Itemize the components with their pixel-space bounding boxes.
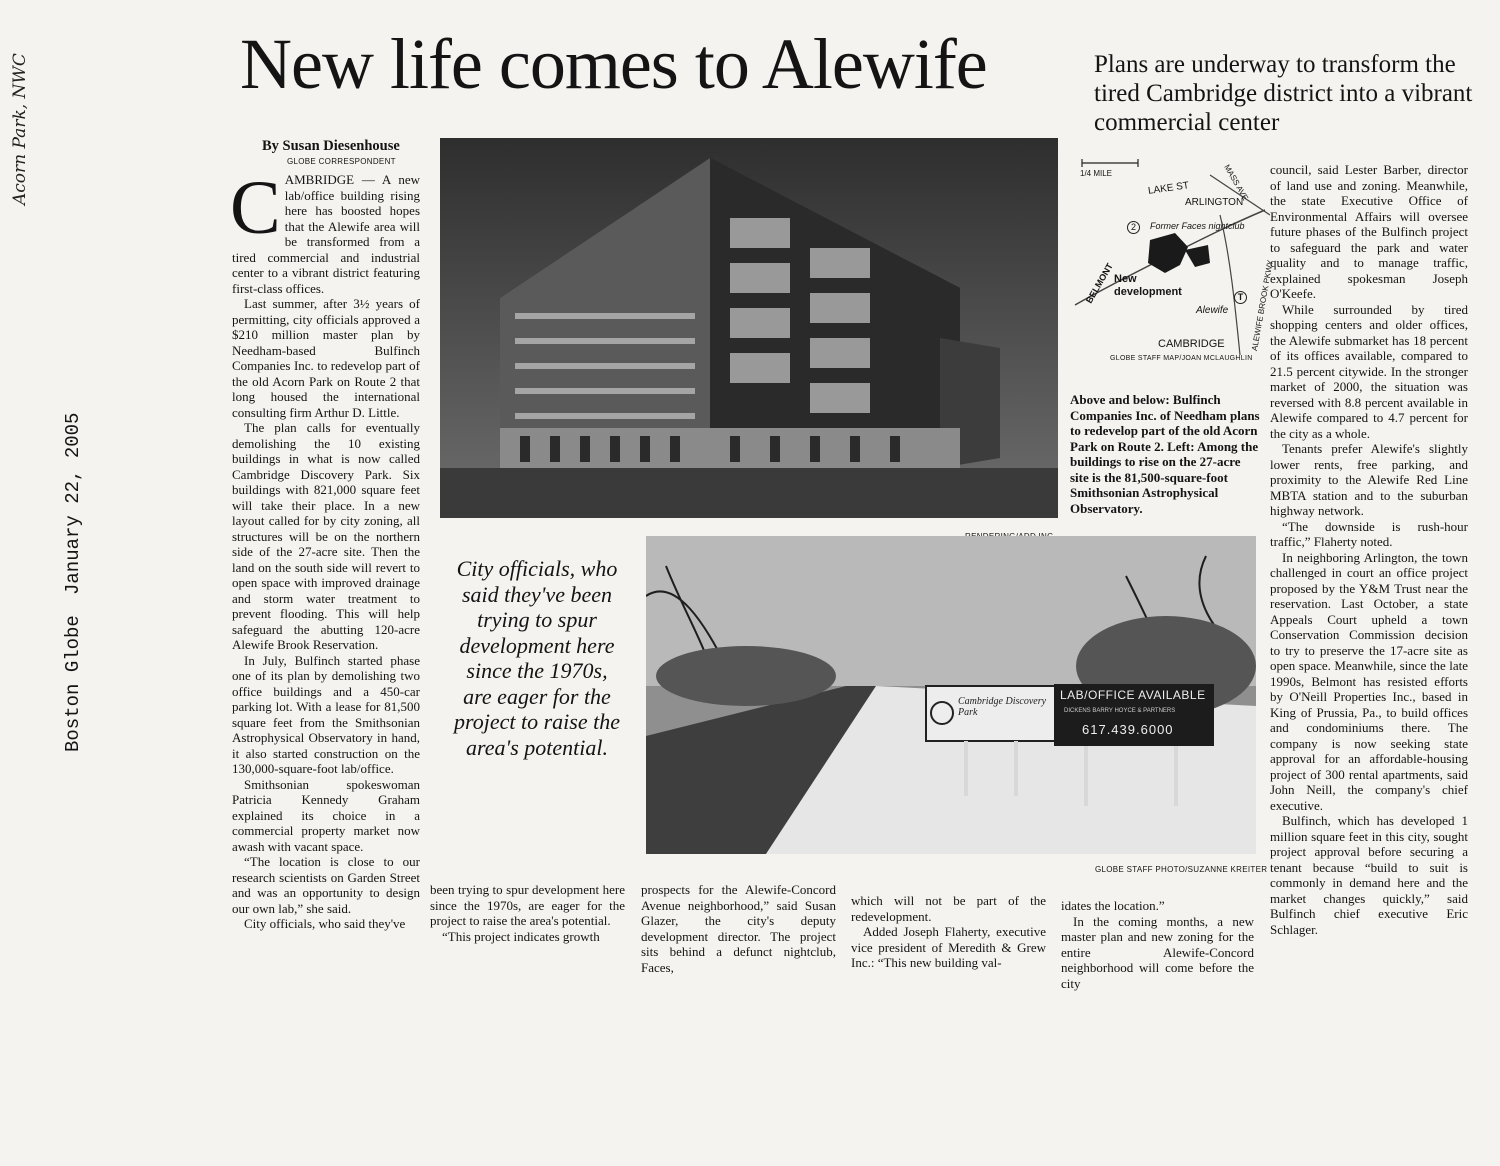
- column-1: [230, 166, 420, 932]
- paragraph: In July, Bulfinch started phase one of its plan by demolishing two office buildings and a 450-car parking lot. With a lease for 81,500 square feet from the Smithsonian Astrophysical Observatory in hand, it also started construction on the 130,000-square-foot lab/office.: [232, 652, 420, 776]
- paragraph: prospects for the Alewife-Concord Avenue neighborhood,” said Susan Glazer, the city's deputy development director. The project sits behind a defunct nightclub, Faces,: [641, 882, 836, 975]
- paragraph: In the coming months, a new master plan and new zoning for the entire Alewife-Concord neighborhood will come before the city: [1061, 913, 1254, 991]
- column-3: [641, 882, 836, 975]
- site-signs-photo: [646, 536, 1256, 854]
- photo-caption: Above and below: Bulfinch Companies Inc. of Needham plans to redevelop part of the old Acorn Park on Route 2. Left: Among the buildings to rise on the 27-acre site is the 81,500-square-foot Smithsonian Astrophysical Observatory.: [1070, 392, 1260, 516]
- paragraph: idates the location.”: [1061, 898, 1165, 913]
- photo2-credit: GLOBE STAFF PHOTO/SUZANNE KREITER: [1095, 865, 1268, 874]
- pull-quote: City officials, who said they've been trying to spur development here since the 1970s, are eager for the project to raise the area's potential.: [454, 556, 620, 760]
- paragraph: “This project indicates growth: [442, 928, 600, 944]
- byline: By Susan Diesenhouse: [262, 138, 400, 154]
- map-route-marker: 2: [1127, 221, 1140, 234]
- paragraph: Smithsonian spokeswoman Patricia Kennedy Graham explained its choice in a commercial property market now awash with vacant space.: [232, 776, 420, 854]
- paragraph: The plan calls for eventually demolishing the 10 existing buildings in what is now called Cambridge Discovery Park. Six buildings with 821,000 square feet will take their place. In a new layout called for by city zoning, all structures will be on the northern side of the 27-acre site. Then the land on the south side will revert to open space with improved drainage and storm water treatment to prevent flooding. This will help safeguard the abutting 120-acre Alewife Brook Reservation.: [232, 420, 420, 652]
- map-new-development: New development: [1114, 273, 1182, 298]
- paragraph: been trying to spur development here since the 1970s, are eager for the project to raise the area's potential.: [430, 882, 625, 928]
- map-arlington: ARLINGTON: [1185, 197, 1244, 208]
- column-5: [1061, 898, 1254, 991]
- column-4: [851, 893, 1046, 971]
- column-6: [1270, 162, 1468, 937]
- margin-annotations: [0, 0, 100, 1166]
- headline: New life comes to Alewife: [240, 24, 987, 104]
- paragraph: While surrounded by tired shopping centers and older offices, the Alewife submarket has 18 percent of its offices available, compared to 21.5 percent citywide. In the stronger market of 2000, the situation was reversed with 8.8 percent available in Alewife compared to 4.7 percent for the city as a whole.: [1270, 301, 1468, 441]
- paragraph: In neighboring Arlington, the town challenged in court an office project proposed by the Y&M Trust near the reservation. Last October, a state Appeals Court upheld a town Conservation Commission decision to try to preserve the 17-acre site as open space. Meanwhile, since the late 1990s, Belmont has resisted efforts by O'Neill Properties Inc., based in King of Prussia, Pa., to build offices and condominiums there. The company is now seeking state approval for an affordable-housing project of 300 rental apartments, said John Neill, the company's chief executive.: [1270, 549, 1468, 813]
- paragraph: council, said Lester Barber, director of land use and zoning. Meanwhile, the state Executive Office of Environmental Affairs will oversee future phases of the Bulfinch project to safeguard the park and water quality and to manage traffic, explained spokesman Joseph O'Keefe.: [1270, 162, 1468, 301]
- map-credit: GLOBE STAFF MAP/JOAN MCLAUGHLIN: [1110, 355, 1253, 362]
- paragraph: which will not be part of the redevelopment.: [851, 893, 1046, 924]
- column-2: [430, 882, 625, 944]
- map-cambridge: CAMBRIDGE: [1158, 338, 1225, 350]
- sign-broker: DICKENS BARRY HOYCE & PARTNERS: [1064, 708, 1176, 714]
- source-stamp: Boston Globe: [62, 615, 84, 752]
- sign-phone: 617.439.6000: [1082, 722, 1174, 737]
- building-rendering-photo: [440, 138, 1058, 518]
- drop-cap: C: [230, 166, 281, 250]
- paragraph: AMBRIDGE — A new lab/office building rising here has boosted hopes that the Alewife area will be transformed from a tired commercial and industrial center to a vibrant district featuring first-class offices.: [232, 172, 420, 296]
- paragraph: Added Joseph Flaherty, executive vice president of Meredith & Grew Inc.: “This new building val-: [851, 924, 1046, 970]
- map-mass-ave: MASS AVE: [1222, 163, 1250, 203]
- building-illustration: [440, 138, 1058, 518]
- paragraph: Bulfinch, which has developed 1 million square feet in this city, sought project approval before securing a tenant because “build to suit is commonly in demand here and the market changes quickly,” said Bulfinch chief executive Eric Schlager.: [1270, 813, 1468, 937]
- map-parkway: ALEWIFE BROOK PKWY: [1250, 259, 1275, 352]
- map-scale: 1/4 MILE: [1080, 169, 1113, 178]
- map-belmont: BELMONT: [1084, 261, 1115, 305]
- map-faces-label: Former Faces nightclub: [1150, 221, 1245, 231]
- location-map: [1070, 155, 1275, 370]
- paragraph: Tenants prefer Alewife's slightly lower rents, free parking, and proximity to the Alewife Red Line MBTA station and to the suburban highway network.: [1270, 441, 1468, 518]
- deck: Plans are underway to transform the tired Cambridge district into a vibrant commercial center: [1094, 51, 1473, 136]
- paragraph: “The location is close to our research scientists on Garden Street and was an opportunity to design our own lab,” she said.: [232, 854, 420, 916]
- paragraph: Last summer, after 3½ years of permitting, city officials approved a $210 million master plan by Needham-based Bulfinch Companies Inc. to redevelop part of the old Acorn Park on Route 2 that long housed the international consulting firm Arthur D. Little.: [232, 296, 420, 420]
- map-lake-st: LAKE ST: [1147, 180, 1190, 197]
- t-station-icon: T: [1234, 291, 1247, 304]
- sign-lab-office: LAB/OFFICE AVAILABLE: [1060, 688, 1206, 702]
- paragraph: City officials, who said they've: [244, 916, 406, 931]
- date-stamp: January 22, 2005: [62, 412, 84, 595]
- handwritten-note: Acorn Park, NWC: [10, 53, 30, 205]
- paragraph: “The downside is rush-hour traffic,” Flaherty noted.: [1270, 518, 1468, 549]
- sign-discovery-park: Cambridge Discovery Park: [958, 696, 1047, 718]
- map-alewife: Alewife: [1196, 305, 1229, 316]
- byline-role: GLOBE CORRESPONDENT: [287, 157, 396, 166]
